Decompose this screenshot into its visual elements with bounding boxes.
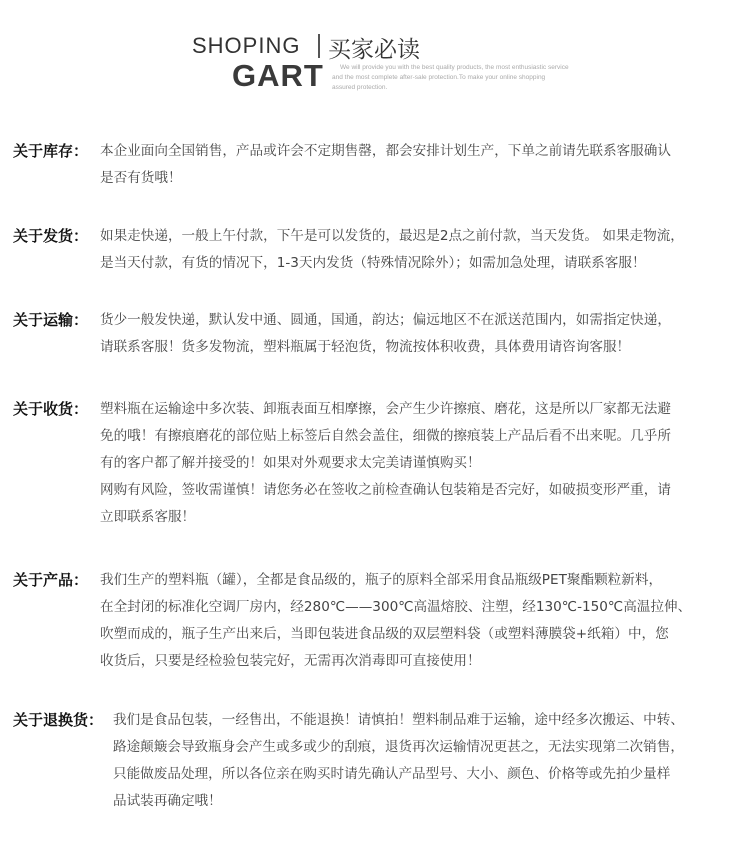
body-line: 品试装再确定哦！ [113, 793, 222, 809]
brand-name-bottom: GART [232, 58, 324, 93]
brand-name-top: SHOPING [192, 33, 301, 58]
tagline-line: assured protection. [332, 84, 388, 91]
body-line: 路途颠簸会导致瓶身会产生或多或少的刮痕，退货再次运输情况更甚之，无法实现第二次销售， [113, 739, 684, 755]
body-line: 请联系客服！货多发物流，塑料瓶属于轻泡货，物流按体积收费，具体费用请咨询客服！ [100, 339, 631, 355]
body-line: 吹塑而成的，瓶子生产出来后，当即包装进食品级的双层塑料袋（或塑料薄膜袋+纸箱）中，您 [100, 626, 669, 642]
body-line: 如果走快递，一般上午付款，下午是可以发货的，最迟是2点之前付款，当天发货。 如果走物流， [100, 228, 684, 244]
section-body [100, 223, 684, 277]
body-line: 是当天付款，有货的情况下，1-3天内发货（特殊情况除外）；如需加急处理，请联系客服！ [100, 255, 646, 271]
body-line: 有的客户都了解并接受的！如果对外观要求太完美请谨慎购买！ [100, 455, 481, 471]
body-line: 立即联系客服！ [100, 509, 196, 525]
section-label: 关于产品： [13, 571, 89, 589]
section-label: 关于发货： [13, 227, 89, 245]
section-label: 关于退换货： [13, 711, 104, 729]
body-line: 收货后，只要是经检验包装完好，无需再次消毒即可直接使用！ [100, 653, 481, 669]
body-line: 是否有货哦！ [100, 170, 182, 186]
tagline-line: and the most complete after-sale protection.To make your online shopping [332, 74, 546, 81]
body-line: 只能做废品处理，所以各位亲在购买时请先确认产品型号、大小、颜色、价格等或先拍少量样 [113, 766, 671, 782]
tagline [332, 63, 592, 93]
page-header [0, 0, 750, 110]
body-line: 本企业面向全国销售，产品或许会不定期售罄，都会安排计划生产，下单之前请先联系客服确认 [100, 143, 671, 159]
section-body [100, 567, 691, 675]
tagline-line: We will provide you with the best quality products, the most enthusiastic service [340, 64, 569, 71]
section-body [100, 307, 671, 361]
body-line: 我们生产的塑料瓶（罐），全都是食品级的，瓶子的原料全部采用食品瓶级PET聚酯颗粒新料， [100, 572, 663, 588]
title-divider [318, 34, 320, 58]
section-body [100, 138, 671, 192]
body-line: 免的哦！有擦痕磨花的部位贴上标签后自然会盖住，细微的擦痕装上产品后看不出来呢。几乎所 [100, 428, 671, 444]
section-label: 关于运输： [13, 311, 89, 329]
section-body [113, 707, 684, 815]
body-line: 在全封闭的标准化空调厂房内，经280℃——300℃高温熔胶、注塑，经130℃-150℃高温拉伸、 [100, 599, 692, 615]
body-line: 我们是食品包装，一经售出，不能退换！请慎拍！塑料制品难于运输，途中经多次搬运、中转、 [113, 712, 684, 728]
section-label: 关于库存： [13, 142, 89, 160]
body-line: 塑料瓶在运输途中多次装、卸瓶表面互相摩擦，会产生少许擦痕、磨花，这是所以厂家都无法避 [100, 401, 671, 417]
page-title: 买家必读 [328, 37, 420, 63]
section-body [100, 396, 671, 531]
section-label: 关于收货： [13, 400, 89, 418]
body-line: 货少一般发快递，默认发中通、圆通，国通，韵达；偏远地区不在派送范围内，如需指定快递， [100, 312, 671, 328]
body-line: 网购有风险，签收需谨慎！请您务必在签收之前检查确认包装箱是否完好，如破损变形严重，请 [100, 482, 671, 498]
